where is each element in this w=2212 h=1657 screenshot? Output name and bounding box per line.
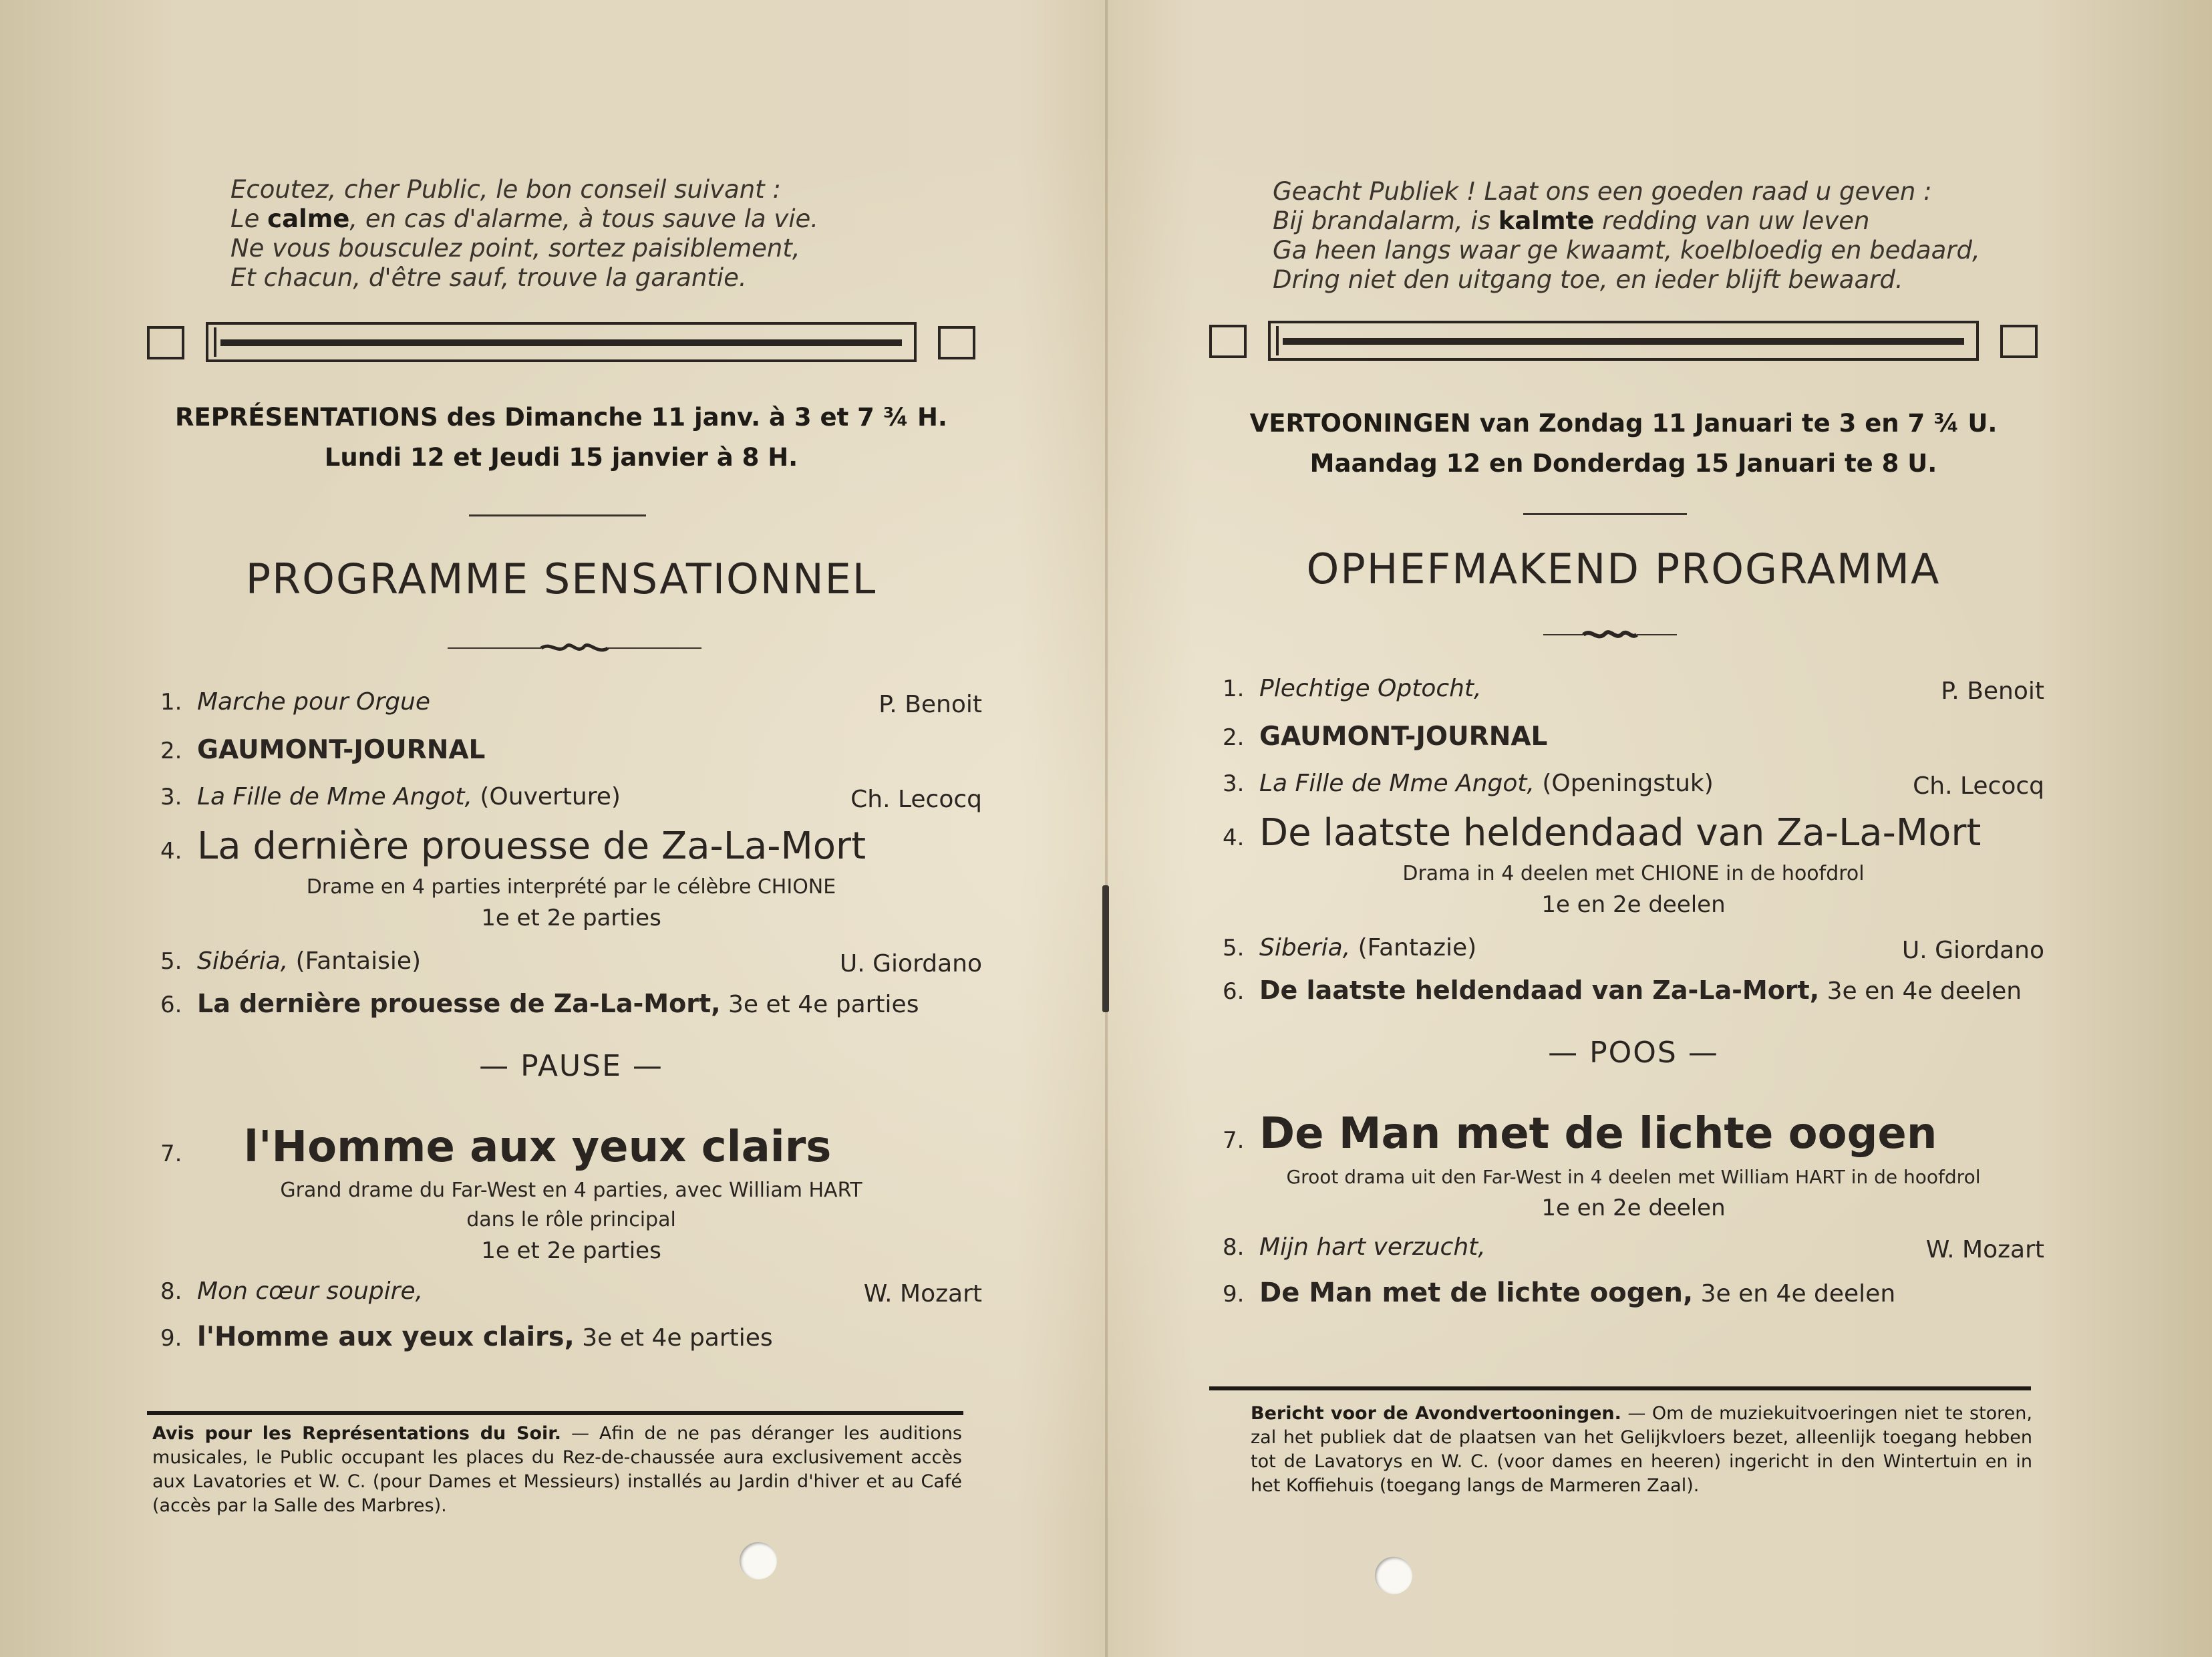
schedule-line-1: VERTOONINGEN van Zondag 11 Januari te 3 en 7 ¾ U. [1249, 409, 1998, 438]
divider [1523, 513, 1687, 515]
program-item-4: 4. La dernière prouesse de Za-La-Mort [160, 824, 866, 868]
poem-line: Le calme, en cas d'alarme, à tous sauve la vie. [230, 204, 819, 233]
divider [469, 514, 646, 516]
program-item-9: 9. l'Homme aux yeux clairs, 3e et 4e parties [160, 1322, 773, 1352]
item-4-parts: 1e et 2e parties [481, 905, 661, 931]
rule-box-icon [938, 326, 975, 359]
rule-box-icon [1209, 325, 1247, 358]
evening-notice: Bericht voor de Avondvertooningen. — Om de muziekuitvoeringen niet te storen, zal het publiek dat de plaatsen van het Gelijkvloers bezet, alleenlijk toegang hebben tot de Lavatorys en W. C. (voor dames en heeren) ingericht in den Wintertuin en in het Koffiehuis (toegang langs de Marmeren Zaal). [1251, 1403, 2032, 1496]
notice-rule [147, 1411, 963, 1415]
composer: P. Benoit [879, 691, 982, 718]
page-dutch [1209, 0, 2044, 1657]
program-title: PROGRAMME SENSATIONNEL [245, 555, 877, 603]
program-item-8: 8. Mon cœur soupire, W. Mozart [160, 1277, 982, 1308]
poem-line: Ga heen langs waar ge kwaamt, koelbloedig en bedaard, [1273, 236, 1980, 265]
item-7-description: Grand drame du Far-West en 4 parties, avec William HART [280, 1179, 862, 1202]
poem-line: Dring niet den uitgang toe, en ieder blijft bewaard. [1273, 265, 1903, 294]
item-4-description: Drama in 4 deelen met CHIONE in de hoofdrol [1402, 862, 1865, 885]
program-item-3: 3. La Fille de Mme Angot, (Openingstuk) Ch. Lecocq [1223, 770, 2044, 800]
rule-box-icon [2000, 325, 2038, 358]
staple [1102, 885, 1109, 1012]
item-7-parts: 1e en 2e deelen [1541, 1195, 1726, 1221]
schedule-line-1: REPRÉSENTATIONS des Dimanche 11 janv. à 3 et 7 ¾ H. [175, 403, 947, 432]
item-4-description: Drame en 4 parties interprété par le célèbre CHIONE [306, 875, 836, 899]
decorative-rule [147, 322, 975, 365]
composer: U. Giordano [839, 950, 982, 977]
ornament-icon [448, 638, 701, 658]
poem-line: Ne vous bousculez point, sortez paisiblement, [230, 234, 800, 263]
poem-line: Geacht Publiek ! Laat ons een goeden raad u geven : [1273, 177, 1932, 206]
composer: W. Mozart [863, 1280, 982, 1308]
program-item-3: 3. La Fille de Mme Angot, (Ouverture) Ch. Lecocq [160, 783, 982, 813]
rule-frame [206, 322, 917, 362]
program-item-8: 8. Mijn hart verzucht, W. Mozart [1223, 1233, 2044, 1263]
program-item-5: 5. Sibéria, (Fantaisie) U. Giordano [160, 947, 982, 977]
ornament-icon [1543, 625, 1677, 645]
program-item-1: 1. Plechtige Optocht, P. Benoit [1223, 675, 2044, 705]
poem-line: Et chacun, d'être sauf, trouve la garantie. [230, 263, 747, 292]
composer: U. Giordano [1901, 937, 2044, 964]
program-item-2: 2. GAUMONT-JOURNAL [1223, 722, 1548, 752]
notice-rule [1209, 1386, 2031, 1390]
program-item-6: 6. La dernière prouesse de Za-La-Mort, 3e et 4e parties [160, 989, 919, 1018]
program-item-9: 9. De Man met de lichte oogen, 3e en 4e deelen [1223, 1277, 1896, 1308]
rule-box-icon [147, 326, 184, 359]
intermission: — POOS — [1548, 1036, 1719, 1070]
composer: W. Mozart [1925, 1236, 2044, 1263]
poem-line: Bij brandalarm, is kalmte redding van uw leven [1273, 206, 1870, 235]
program-item-2: 2. GAUMONT-JOURNAL [160, 735, 486, 765]
safety-poem [230, 175, 818, 293]
item-7-role: dans le rôle principal [466, 1208, 676, 1231]
program-item-7: 7. l'Homme aux yeux clairs [160, 1122, 832, 1172]
program-list [1223, 675, 2044, 1318]
poem-line: Ecoutez, cher Public, le bon conseil suivant : [230, 175, 781, 204]
schedule-line-2: Maandag 12 en Donderdag 15 Januari te 8 U. [1309, 449, 1937, 478]
rule-frame [1268, 321, 1979, 361]
program-list [160, 688, 982, 1362]
schedule [147, 398, 975, 478]
decorative-rule [1209, 321, 2038, 363]
schedule [1209, 404, 2038, 484]
composer: Ch. Lecocq [850, 786, 982, 813]
intermission: — PAUSE — [479, 1049, 663, 1083]
page-french [147, 0, 982, 1657]
safety-poem [1273, 177, 1980, 295]
program-item-7: 7. De Man met de lichte oogen [1223, 1109, 1937, 1159]
evening-notice: Avis pour les Représentations du Soir. — Afin de ne pas déranger les auditions musicales, le Public occupant les places du Rez-de-chaussée aura exclusivement accès aux Lavatories et W. C. (pour Dames et Messieurs) installés au Jardin d'hiver et au Café (accès par la Salle des Marbres). [152, 1423, 962, 1516]
composer: Ch. Lecocq [1913, 772, 2044, 800]
spine-fold [1105, 0, 1108, 1657]
item-7-parts: 1e et 2e parties [481, 1237, 661, 1264]
program-item-6: 6. De laatste heldendaad van Za-La-Mort, 3e en 4e deelen [1223, 975, 2022, 1005]
composer: P. Benoit [1941, 677, 2044, 705]
item-7-description: Groot drama uit den Far-West in 4 deelen met William HART in de hoofdrol [1286, 1166, 1981, 1188]
program-item-1: 1. Marche pour Orgue P. Benoit [160, 688, 982, 718]
program-item-5: 5. Siberia, (Fantazie) U. Giordano [1223, 934, 2044, 964]
item-4-parts: 1e en 2e deelen [1541, 891, 1726, 918]
program-title: OPHEFMAKEND PROGRAMMA [1306, 545, 1941, 593]
schedule-line-2: Lundi 12 et Jeudi 15 janvier à 8 H. [324, 443, 798, 472]
program-item-4: 4. De laatste heldendaad van Za-La-Mort [1223, 811, 1982, 855]
